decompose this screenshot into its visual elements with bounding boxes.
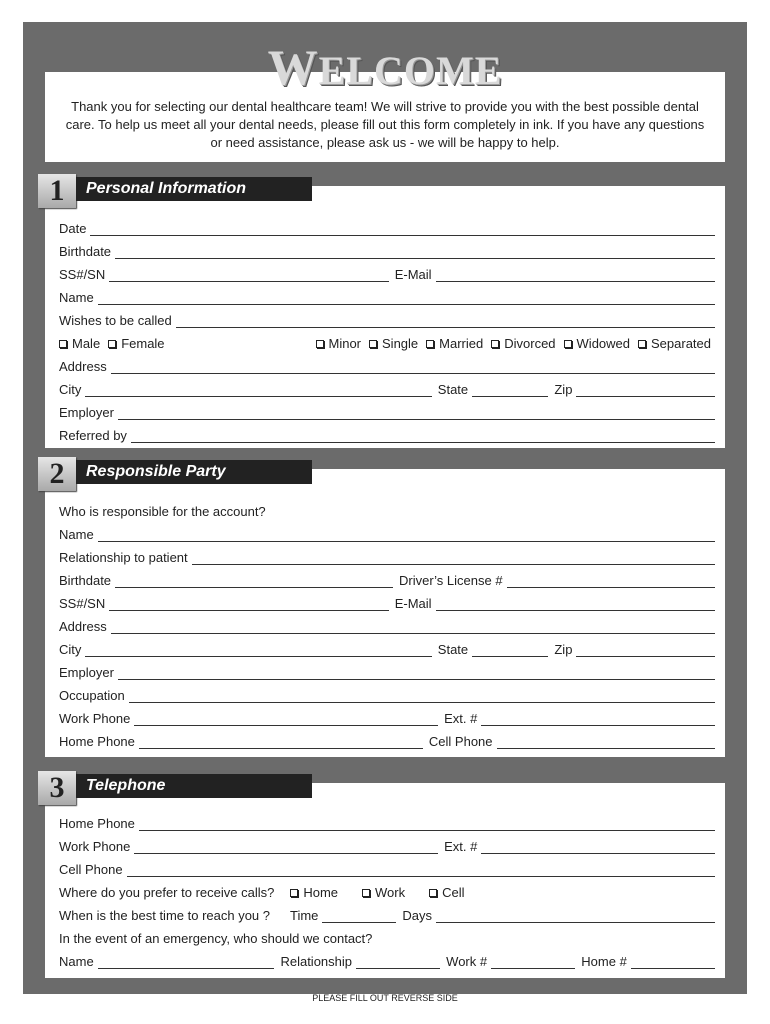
name-field[interactable]: [98, 291, 715, 305]
zip-field[interactable]: [576, 383, 715, 397]
rp-ssn-field[interactable]: [109, 597, 388, 611]
best-time-row: When is the best time to reach you ? Time Days: [59, 903, 715, 923]
form-frame: [23, 22, 747, 994]
rp-employer-row: Employer: [59, 660, 715, 680]
city-field[interactable]: [85, 383, 431, 397]
relationship-row: Relationship to patient: [59, 545, 715, 565]
rp-email-field[interactable]: [436, 597, 715, 611]
tel-home-phone-row: Home Phone: [59, 811, 715, 831]
rp-birthdate-field[interactable]: [115, 574, 393, 588]
married-checkbox[interactable]: Married: [426, 336, 491, 351]
responsible-party-panel: [45, 469, 725, 757]
date-field[interactable]: [90, 222, 715, 236]
wishes-row: Wishes to be called: [59, 308, 715, 328]
tel-work-phone-field[interactable]: [134, 840, 438, 854]
rp-city-field[interactable]: [85, 643, 431, 657]
rp-home-cell-row: Home Phone Cell Phone: [59, 729, 715, 749]
relationship-field[interactable]: [192, 551, 715, 565]
occupation-row: Occupation: [59, 683, 715, 703]
emergency-work-field[interactable]: [491, 955, 575, 969]
days-field[interactable]: [436, 909, 715, 923]
rp-city-state-zip-row: City State Zip: [59, 637, 715, 657]
rp-name-row: Name: [59, 522, 715, 542]
prefer-row: Where do you prefer to receive calls? Home Work Cell: [59, 880, 715, 900]
employer-field[interactable]: [118, 406, 715, 420]
rp-state-field[interactable]: [472, 643, 548, 657]
rp-cell-phone-field[interactable]: [497, 735, 715, 749]
telephone-panel: [45, 783, 725, 978]
rp-employer-field[interactable]: [118, 666, 715, 680]
rp-address-field[interactable]: [111, 620, 715, 634]
emergency-name-field[interactable]: [98, 955, 275, 969]
date-row: Date: [59, 216, 715, 236]
rp-ext-field[interactable]: [481, 712, 715, 726]
female-checkbox[interactable]: Female: [108, 336, 172, 351]
personal-information-panel: [45, 186, 725, 448]
referred-field[interactable]: [131, 429, 715, 443]
rp-address-row: Address: [59, 614, 715, 634]
tel-cell-phone-field[interactable]: [127, 863, 715, 877]
emergency-contact-row: Name Relationship Work # Home #: [59, 949, 715, 969]
birthdate-row: Birthdate: [59, 239, 715, 259]
emergency-row: In the event of an emergency, who should we contact?: [59, 931, 373, 946]
section-number: 2: [38, 457, 76, 491]
rp-zip-field[interactable]: [576, 643, 715, 657]
birthdate-field[interactable]: [115, 245, 715, 259]
single-checkbox[interactable]: Single: [369, 336, 426, 351]
address-row: Address: [59, 354, 715, 374]
male-checkbox[interactable]: Male: [59, 336, 108, 351]
footer-note: PLEASE FILL OUT REVERSE SIDE: [312, 993, 458, 1003]
status-checkbox-row: [59, 331, 715, 351]
section-title: Responsible Party: [76, 460, 312, 484]
ssn-field[interactable]: [109, 268, 388, 282]
rp-ssn-email-row: SS#/SN E-Mail: [59, 591, 715, 611]
wishes-field[interactable]: [176, 314, 715, 328]
tel-work-phone-row: Work Phone Ext. #: [59, 834, 715, 854]
emergency-home-field[interactable]: [631, 955, 715, 969]
section-title: Personal Information: [76, 177, 312, 201]
name-row: Name: [59, 285, 715, 305]
pref-cell-checkbox[interactable]: Cell: [429, 885, 472, 900]
city-state-zip-row: City State Zip: [59, 377, 715, 397]
employer-row: Employer: [59, 400, 715, 420]
pref-home-checkbox[interactable]: Home: [290, 885, 362, 900]
rp-birthdate-row: Birthdate Driver’s License #: [59, 568, 715, 588]
rp-name-field[interactable]: [98, 528, 715, 542]
occupation-field[interactable]: [129, 689, 715, 703]
minor-checkbox[interactable]: Minor: [316, 336, 370, 351]
divorced-checkbox[interactable]: Divorced: [491, 336, 563, 351]
pref-work-checkbox[interactable]: Work: [362, 885, 429, 900]
widowed-checkbox[interactable]: Widowed: [564, 336, 638, 351]
time-field[interactable]: [322, 909, 396, 923]
rp-home-phone-field[interactable]: [139, 735, 423, 749]
section-number: 3: [38, 771, 76, 805]
emergency-relationship-field[interactable]: [356, 955, 440, 969]
section-title: Telephone: [76, 774, 312, 798]
separated-checkbox[interactable]: Separated: [638, 336, 715, 351]
section-number: 1: [38, 174, 76, 208]
tel-cell-phone-row: Cell Phone: [59, 857, 715, 877]
welcome-heading: WELCOME: [267, 39, 503, 95]
state-field[interactable]: [472, 383, 548, 397]
tel-ext-field[interactable]: [481, 840, 715, 854]
license-field[interactable]: [507, 574, 715, 588]
responsible-question-row: Who is responsible for the account?: [59, 504, 266, 519]
email-field[interactable]: [436, 268, 715, 282]
referred-row: Referred by: [59, 423, 715, 443]
ssn-email-row: SS#/SN E-Mail: [59, 262, 715, 282]
rp-work-phone-field[interactable]: [134, 712, 438, 726]
rp-work-phone-row: Work Phone Ext. #: [59, 706, 715, 726]
intro-text: Thank you for selecting our dental healthcare team! We will strive to provide you with the best possible dental care. To help us meet all your dental needs, please fill out this form completely in ink. If you have any questions or need assistance, please ask us - we will be happy to help.: [45, 72, 725, 162]
tel-home-phone-field[interactable]: [139, 817, 715, 831]
address-field[interactable]: [111, 360, 715, 374]
